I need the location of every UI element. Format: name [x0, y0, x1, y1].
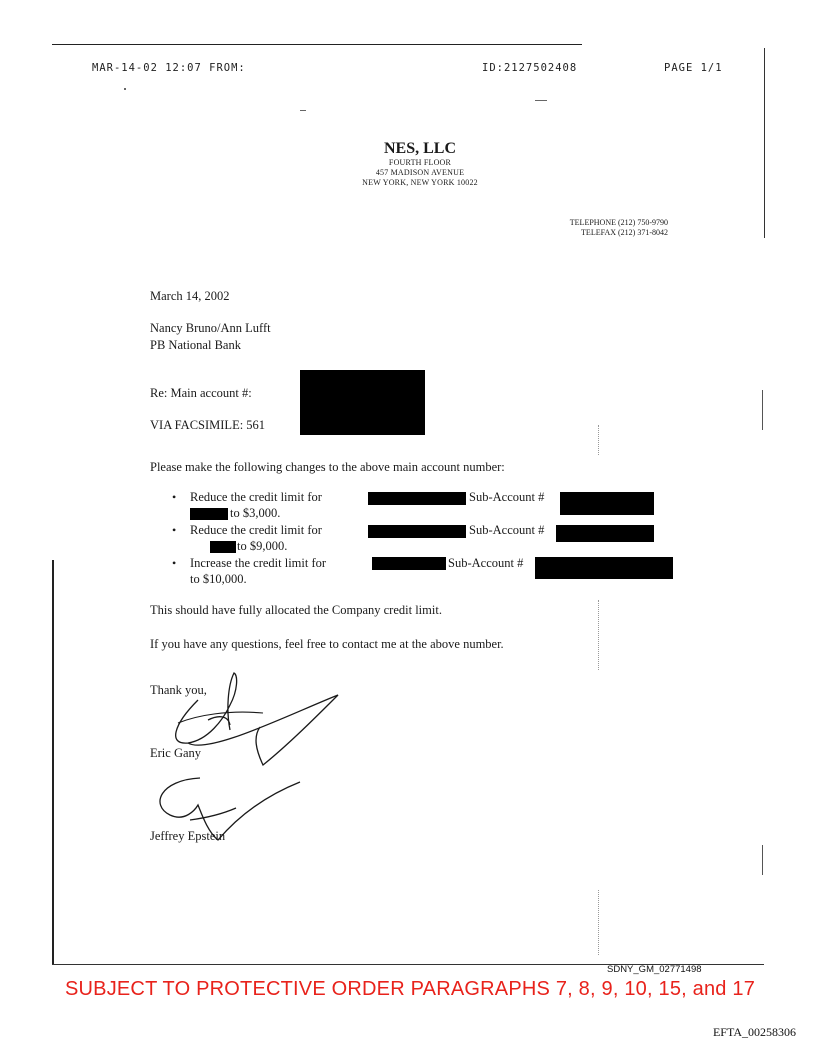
- letter-date: March 14, 2002: [150, 289, 230, 303]
- scan-edge-top: [52, 44, 582, 45]
- bullet-1-sub: Sub-Account #: [469, 490, 545, 504]
- scan-noise: [598, 425, 599, 455]
- scan-noise: [598, 890, 599, 955]
- protective-order-notice: SUBJECT TO PROTECTIVE ORDER PARAGRAPHS 7, 8, 9, 10, 15, and 17: [64, 978, 756, 1000]
- via-line: VIA FACSIMILE: 561: [150, 418, 266, 432]
- signer-2-name: Jeffrey Epstein: [150, 829, 226, 843]
- re-line: Re: Main account #:: [150, 386, 252, 400]
- bullet-dot: •: [172, 556, 177, 570]
- redaction-box: [556, 525, 654, 542]
- questions-sentence: If you have any questions, feel free to contact me at the above number.: [150, 637, 504, 651]
- bullet-1-prefix: Reduce the credit limit for: [190, 490, 322, 504]
- letterhead: [300, 140, 540, 188]
- telefax: TELEFAX (212) 371-8042: [581, 228, 668, 237]
- recipient-bank: PB National Bank: [150, 338, 241, 352]
- company-name: NES, LLC: [383, 140, 457, 157]
- bullet-2-amount: to $9,000.: [237, 539, 288, 553]
- fax-timestamp: MAR-14-02 12:07 FROM:: [92, 62, 246, 74]
- closing: Thank you,: [150, 683, 207, 697]
- redaction-box: [372, 557, 446, 570]
- bullet-2-sub: Sub-Account #: [469, 523, 545, 537]
- bullet-2-prefix: Reduce the credit limit for: [190, 523, 322, 537]
- redaction-box: [368, 492, 466, 505]
- scan-speck: [535, 100, 547, 101]
- allocation-sentence: This should have fully allocated the Company credit limit.: [150, 603, 442, 617]
- scan-speck: [300, 110, 306, 111]
- bullet-dot: •: [172, 523, 177, 537]
- scan-noise: [598, 600, 599, 670]
- redaction-box: [300, 370, 425, 435]
- recipient-name: Nancy Bruno/Ann Lufft: [150, 321, 271, 335]
- fax-page-count: PAGE 1/1: [664, 62, 723, 74]
- company-city: NEW YORK, NEW YORK 10022: [362, 178, 478, 187]
- signer-1-name: Eric Gany: [150, 746, 202, 760]
- bullet-dot: •: [172, 490, 177, 504]
- bullet-3-amount: to $10,000.: [190, 572, 247, 586]
- bullet-1-amount: to $3,000.: [230, 506, 281, 520]
- scan-edge-right: [762, 845, 763, 875]
- company-street: 457 MADISON AVENUE: [375, 168, 465, 177]
- contact-block: [570, 218, 668, 238]
- efta-number: EFTA_00258306: [712, 1025, 796, 1039]
- fax-id: ID:2127502408: [482, 62, 578, 74]
- bates-number: SDNY_GM_02771498: [607, 964, 702, 975]
- bullet-3-sub: Sub-Account #: [448, 556, 524, 570]
- scan-speck: [124, 88, 126, 90]
- redaction-box: [368, 525, 466, 538]
- redaction-box: [190, 508, 228, 520]
- scan-edge-left: [52, 560, 54, 965]
- telephone: TELEPHONE (212) 750-9790: [569, 218, 668, 227]
- company-floor: FOURTH FLOOR: [388, 158, 452, 167]
- redaction-box: [535, 557, 673, 579]
- scan-edge-right: [764, 48, 765, 238]
- redaction-box: [560, 492, 654, 515]
- bullet-3-prefix: Increase the credit limit for: [190, 556, 327, 570]
- letter-intro: Please make the following changes to the above main account number:: [150, 460, 505, 474]
- redaction-box: [210, 541, 236, 553]
- scan-edge-right: [762, 390, 763, 430]
